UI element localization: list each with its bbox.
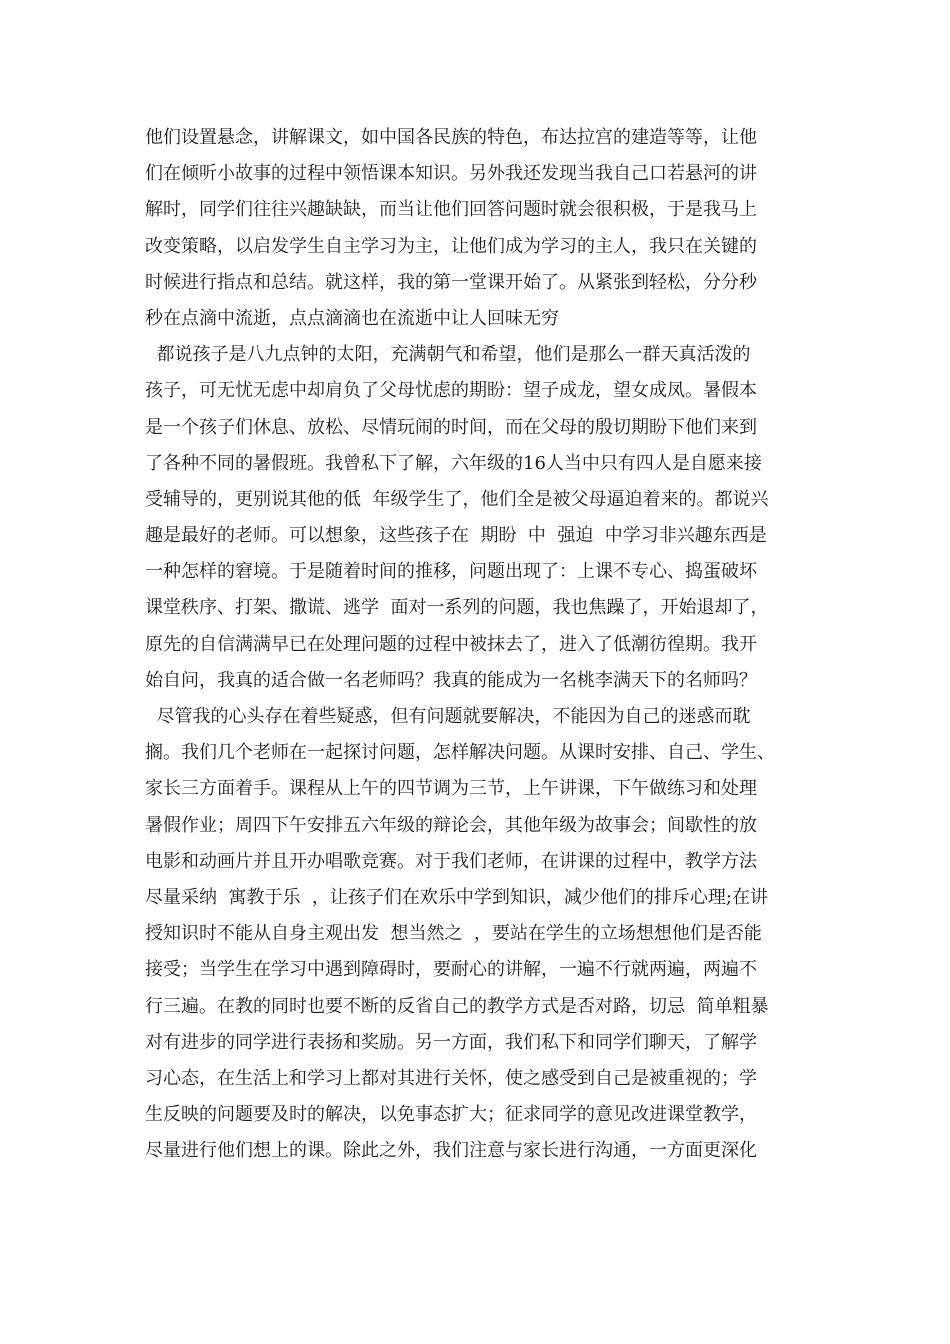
- text-line: 习心态，在生活上和学习上都对其进行关怀，使之感受到自己是被重视的；学: [145, 1067, 757, 1089]
- text-line: 尽量采纳 寓教于乐 ，让孩子们在欢乐中学到知识，减少他们的排斥心理;在讲: [145, 886, 768, 908]
- text-line: 是一个孩子们休息、放松、尽情玩闹的时间，而在父母的殷切期盼下他们来到: [145, 416, 757, 438]
- text-line: 接受；当学生在学习中遇到障碍时，要耐心的讲解，一遍不行就两遍，两遍不: [145, 959, 757, 981]
- text-line: 始自问，我真的适合做一名老师吗？我真的能成为一名桃李满天下的名师吗？: [145, 669, 757, 691]
- text-line: 们在倾听小故事的过程中领悟课本知识。另外我还发现当我自己口若悬河的讲: [145, 163, 757, 185]
- text-line: 对有进步的同学进行表扬和奖励。另一方面，我们私下和同学们聊天，了解学: [145, 1031, 757, 1053]
- text-line: 电影和动画片并且开办唱歌竞赛。对于我们老师，在讲课的过程中，教学方法: [145, 850, 757, 872]
- text-line: 家长三方面着手。课程从上午的四节调为三节，上午讲课，下午做练习和处理: [145, 778, 757, 800]
- text-line: 尽量进行他们想上的课。除此之外，我们注意与家长进行沟通，一方面更深化: [145, 1140, 757, 1162]
- text-line: 都说孩子是八九点钟的太阳，充满朝气和希望，他们是那么一群天真活泼的: [145, 344, 751, 366]
- text-line: 一种怎样的窘境。于是随着时间的推移，问题出现了：上课不专心、捣蛋破坏: [145, 561, 757, 583]
- text-line: 受辅导的，更别说其他的低 年级学生了，他们全是被父母逼迫着来的。都说兴: [145, 488, 769, 510]
- text-line: 解时，同学们往往兴趣缺缺，而当让他们回答问题时就会很积极，于是我马上: [145, 199, 757, 221]
- text-line: 原先的自信满满早已在处理问题的过程中被抹去了，进入了低潮彷徨期。我开: [145, 633, 757, 655]
- text-line: 暑假作业；周四下午安排五六年级的辩论会，其他年级为故事会；间歇性的放: [145, 814, 757, 836]
- text-line: 孩子，可无忧无虑中却肩负了父母忧虑的期盼：望子成龙，望女成凤。暑假本: [145, 380, 757, 402]
- text-line: 生反映的问题要及时的解决，以免事态扩大；征求同学的意见改进课堂教学，: [145, 1104, 757, 1126]
- text-line: 课堂秩序、打架、撒谎、逃学 面对一系列的问题，我也焦躁了，开始退却了，: [145, 597, 769, 619]
- text-line: 他们设置悬念，讲解课文，如中国各民族的特色，布达拉宫的建造等等，让他: [145, 127, 757, 148]
- text-line: 搁。我们几个老师在一起探讨问题，怎样解决问题。从课时安排、自己、学生、: [145, 742, 775, 764]
- document-body: [145, 120, 810, 1169]
- text-line: 秒在点滴中流逝，点点滴滴也在流逝中让人回味无穷: [145, 307, 559, 329]
- text-line: 时候进行指点和总结。就这样，我的第一堂课开始了。从紧张到轻松，分分秒: [145, 271, 757, 293]
- text-line: 尽管我的心头存在着些疑惑，但有问题就要解决，不能因为自己的迷惑而耽: [145, 706, 751, 727]
- text-line: 行三遍。在教的同时也要不断的反省自己的教学方式是否对路，切忌 简单粗暴: [145, 995, 769, 1017]
- text-line: 了各种不同的暑假班。我曾私下了解，六年级的16人当中只有四人是自愿来接: [145, 452, 762, 474]
- text-line: 趣是最好的老师。可以想象，这些孩子在 期盼 中 强迫 中学习非兴趣东西是: [145, 525, 767, 547]
- text-line: 授知识时不能从自身主观出发 想当然之 ，要站在学生的立场想想他们是否能: [145, 923, 762, 945]
- text-line: 改变策略，以启发学生自主学习为主，让他们成为学习的主人，我只在关键的: [145, 235, 757, 257]
